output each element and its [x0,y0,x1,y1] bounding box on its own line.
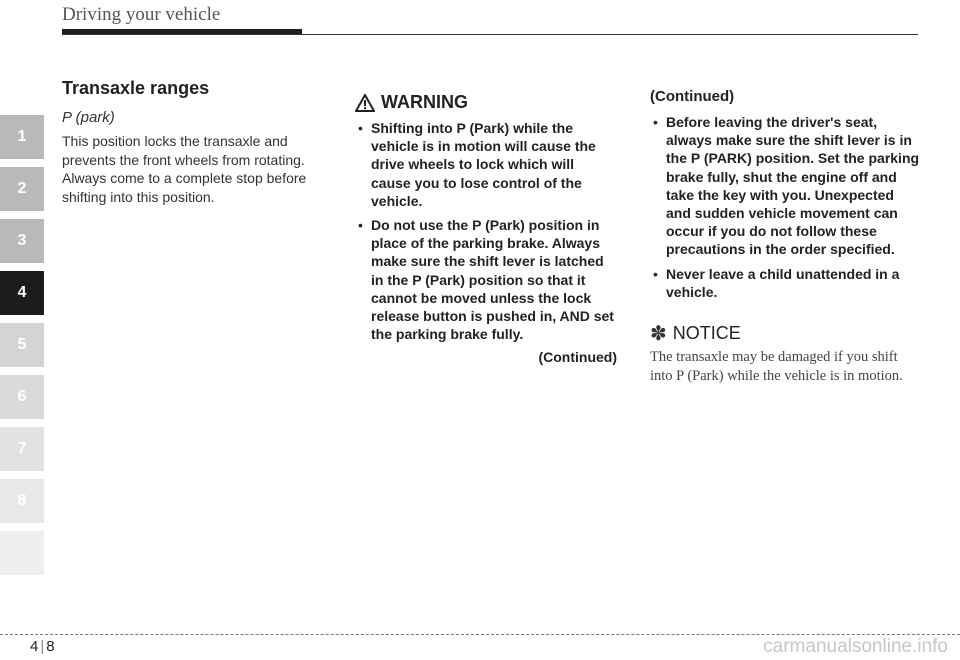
chapter-tab-label: 4 [17,284,27,301]
subsection-heading: P (park) [62,109,115,126]
chapter-tabs [0,115,44,583]
watermark: carmanualsonline.info [763,636,948,657]
body-paragraph: This position locks the transaxle and prevents the front wheels from rotating. Always come to a complete stop before shifting into this position. [62,133,307,205]
chapter-tab-2[interactable] [0,167,44,211]
chapter-tab-label: 1 [17,128,27,145]
warning-item: • Shifting into P (Park) while the vehicle is in motion will cause the drive wheels to lock which will cause you to lose control of the vehicle. [355,119,617,210]
warning-item: • Never leave a child unattended in a vehicle. [650,265,920,301]
page-index: 8 [46,638,55,655]
chapter-tab-4[interactable] [0,271,44,315]
notice-text: The transaxle may be damaged if you shift into P (Park) while the vehicle is in motion. [650,349,903,385]
notice-header [650,323,920,344]
column-transaxle-ranges [62,78,334,206]
page-separator: | [40,638,45,655]
chapter-tab-label: 5 [17,336,27,353]
chapter-tab-5[interactable] [0,323,44,367]
chapter-tab-label: 6 [17,388,27,405]
warning-item: • Before leaving the driver's seat, always make sure the shift lever is in the P (PARK) position. Set the parking brake fully, shut the engine off and take the key with you. Unexpected and sudden vehicle movement can occur if you do not follow these precautions in the order specified. [650,113,920,259]
header-title: Driving your vehicle [62,4,221,25]
chapter-tab-label: 3 [17,232,27,249]
section-heading: Transaxle ranges [62,78,210,98]
chapter-tab-label: 7 [17,440,27,457]
warning-item: • Do not use the P (Park) position in place of the parking brake. Always make sure the shift lever is latched in the P (Park) position so that it cannot be moved unless the lock release button is pushed in, AND set the parking brake fully. [355,216,617,343]
page-chapter: 4 [30,638,39,655]
chapter-tab-3[interactable] [0,219,44,263]
chapter-tab-label: 8 [17,492,27,509]
notice-label: NOTICE [672,323,741,344]
warning-label: WARNING [381,92,468,112]
column-warning-continued [650,78,920,386]
column-warning [355,78,617,365]
warning-header [355,92,617,113]
continued-label: (Continued) [650,88,735,105]
chapter-tab-7[interactable] [0,427,44,471]
warning-list-continued [650,113,920,301]
chapter-tab-label: 2 [17,180,27,197]
chapter-tab-8[interactable] [0,479,44,523]
warning-list [355,119,617,343]
warning-triangle-icon [355,94,375,112]
chapter-tab-6[interactable] [0,375,44,419]
header-rule [62,34,918,35]
asterisk-icon: ✽ [650,322,667,345]
page-number [30,638,55,655]
footer-rule [0,634,960,635]
chapter-tab-1[interactable] [0,115,44,159]
continued-label: (Continued) [538,349,617,366]
chapter-tab-blank [0,531,44,575]
